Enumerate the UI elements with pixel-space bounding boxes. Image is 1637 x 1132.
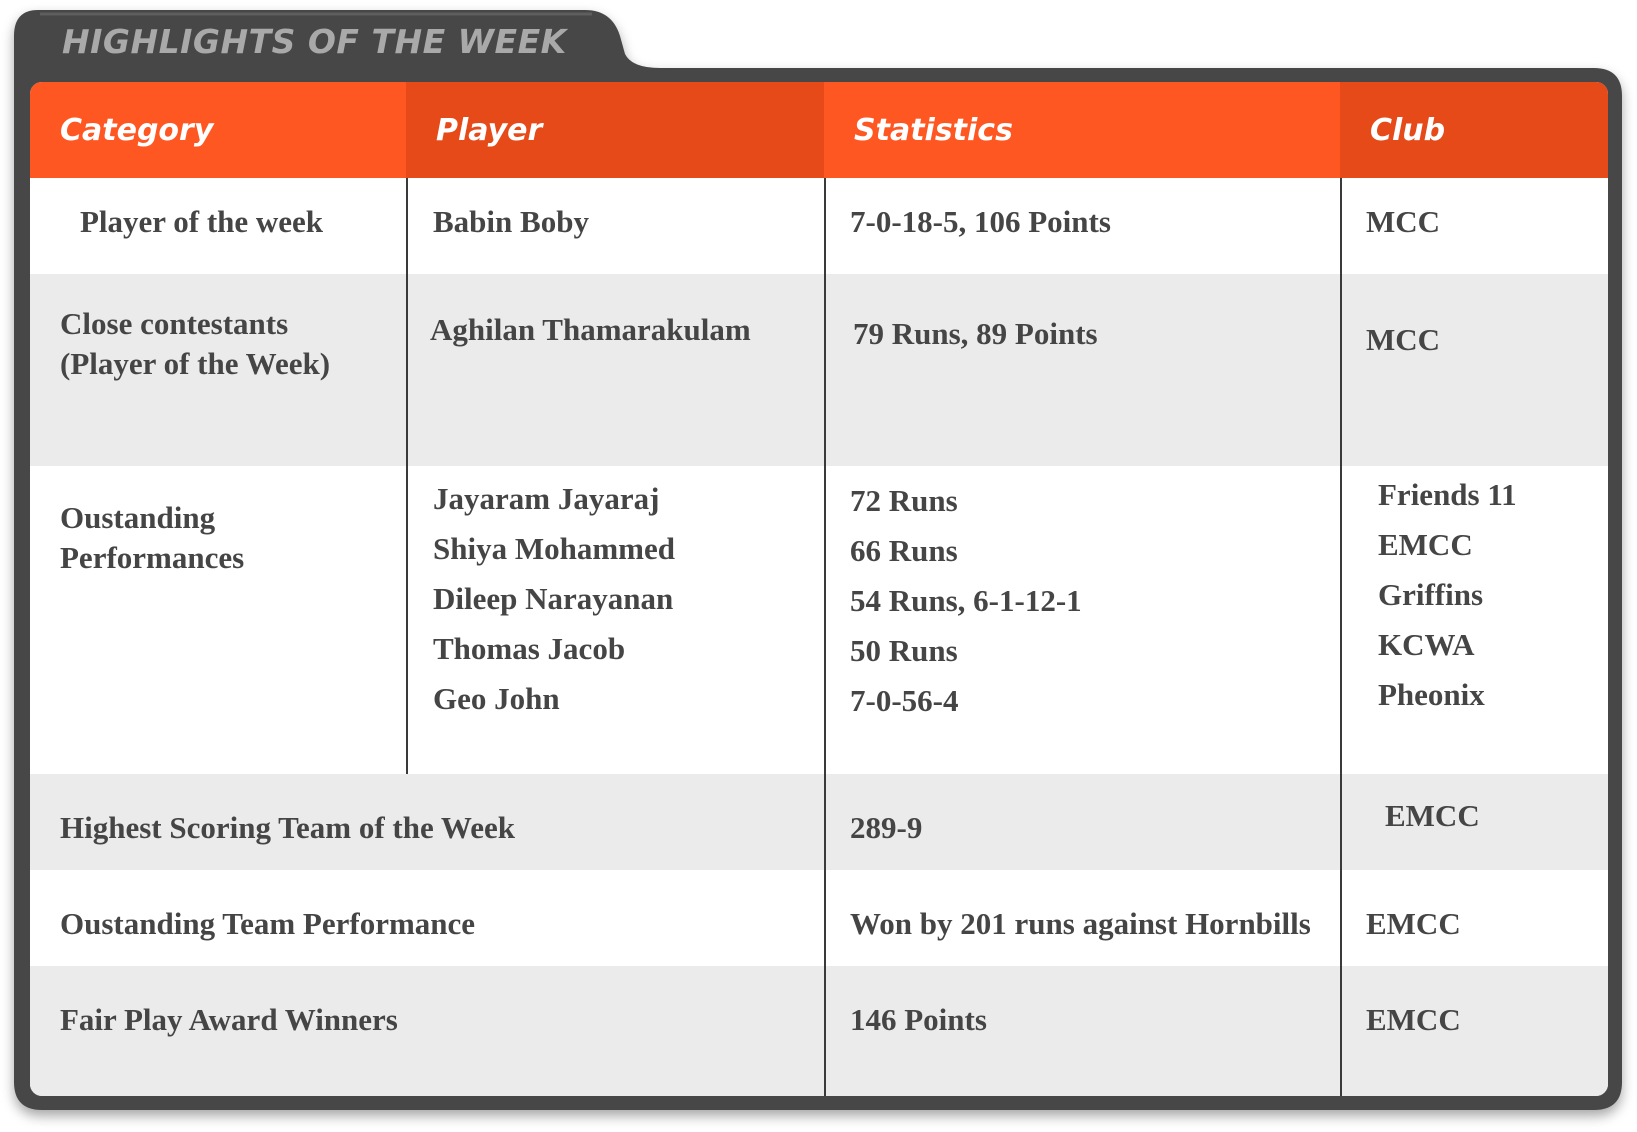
table-row — [30, 466, 1608, 774]
statistics-cell: Won by 201 runs against Hornbills — [850, 906, 1311, 941]
column-divider — [406, 178, 408, 774]
header-category: Category — [30, 82, 406, 178]
club-cell: EMCC — [1366, 1002, 1461, 1037]
club-cell: EMCC — [1366, 906, 1461, 941]
statistics-cell: 289-9 — [850, 810, 923, 845]
table-row — [30, 774, 1608, 870]
header-player: Player — [406, 82, 824, 178]
category-line: Performances — [60, 540, 245, 575]
statistics-value: 7-0-56-4 — [850, 683, 959, 718]
category-cell: Fair Play Award Winners — [60, 1002, 398, 1037]
statistics-value: 72 Runs — [850, 483, 958, 518]
player-cell: Babin Boby — [433, 204, 589, 239]
category-cell: Player of the week — [80, 204, 324, 239]
table-row — [30, 274, 1608, 466]
player-name: Jayaram Jayaraj — [433, 481, 660, 516]
statistics-cell: 146 Points — [850, 1002, 987, 1037]
club-name: EMCC — [1378, 527, 1473, 562]
player-list — [433, 474, 675, 724]
highlights-table — [30, 82, 1608, 1096]
column-divider — [824, 178, 826, 1096]
category-line: Close contestants — [60, 306, 289, 341]
table-row — [30, 870, 1608, 966]
statistics-value: 50 Runs — [850, 633, 958, 668]
club-name: Friends 11 — [1378, 477, 1517, 512]
statistics-cell: 79 Runs, 89 Points — [853, 316, 1098, 351]
club-name: Griffins — [1378, 577, 1484, 612]
player-name: Shiya Mohammed — [433, 531, 675, 566]
statistics-cell: 7-0-18-5, 106 Points — [850, 204, 1111, 239]
category-cell — [60, 498, 244, 578]
header-statistics: Statistics — [824, 82, 1340, 178]
club-cell: MCC — [1366, 322, 1441, 357]
player-name: Dileep Narayanan — [433, 581, 674, 616]
header-club: Club — [1340, 82, 1608, 178]
statistics-list — [850, 476, 1082, 726]
column-divider — [1340, 178, 1342, 1096]
player-name: Thomas Jacob — [433, 631, 626, 666]
club-name: Pheonix — [1378, 677, 1485, 712]
statistics-value: 54 Runs, 6-1-12-1 — [850, 583, 1082, 618]
club-cell: EMCC — [1385, 798, 1480, 833]
player-name: Geo John — [433, 681, 560, 716]
category-line: Oustanding — [60, 500, 216, 535]
category-cell — [60, 304, 330, 384]
club-list — [1378, 470, 1517, 720]
table-row — [30, 966, 1608, 1096]
club-cell: MCC — [1366, 204, 1441, 239]
statistics-value: 66 Runs — [850, 533, 958, 568]
table-row — [30, 178, 1608, 274]
club-name: KCWA — [1378, 627, 1475, 662]
category-cell: Highest Scoring Team of the Week — [60, 810, 515, 845]
category-cell: Oustanding Team Performance — [60, 906, 476, 941]
panel-title: HIGHLIGHTS OF THE WEEK — [62, 22, 567, 61]
player-cell: Aghilan Thamarakulam — [430, 312, 751, 347]
category-line: (Player of the Week) — [60, 346, 331, 381]
